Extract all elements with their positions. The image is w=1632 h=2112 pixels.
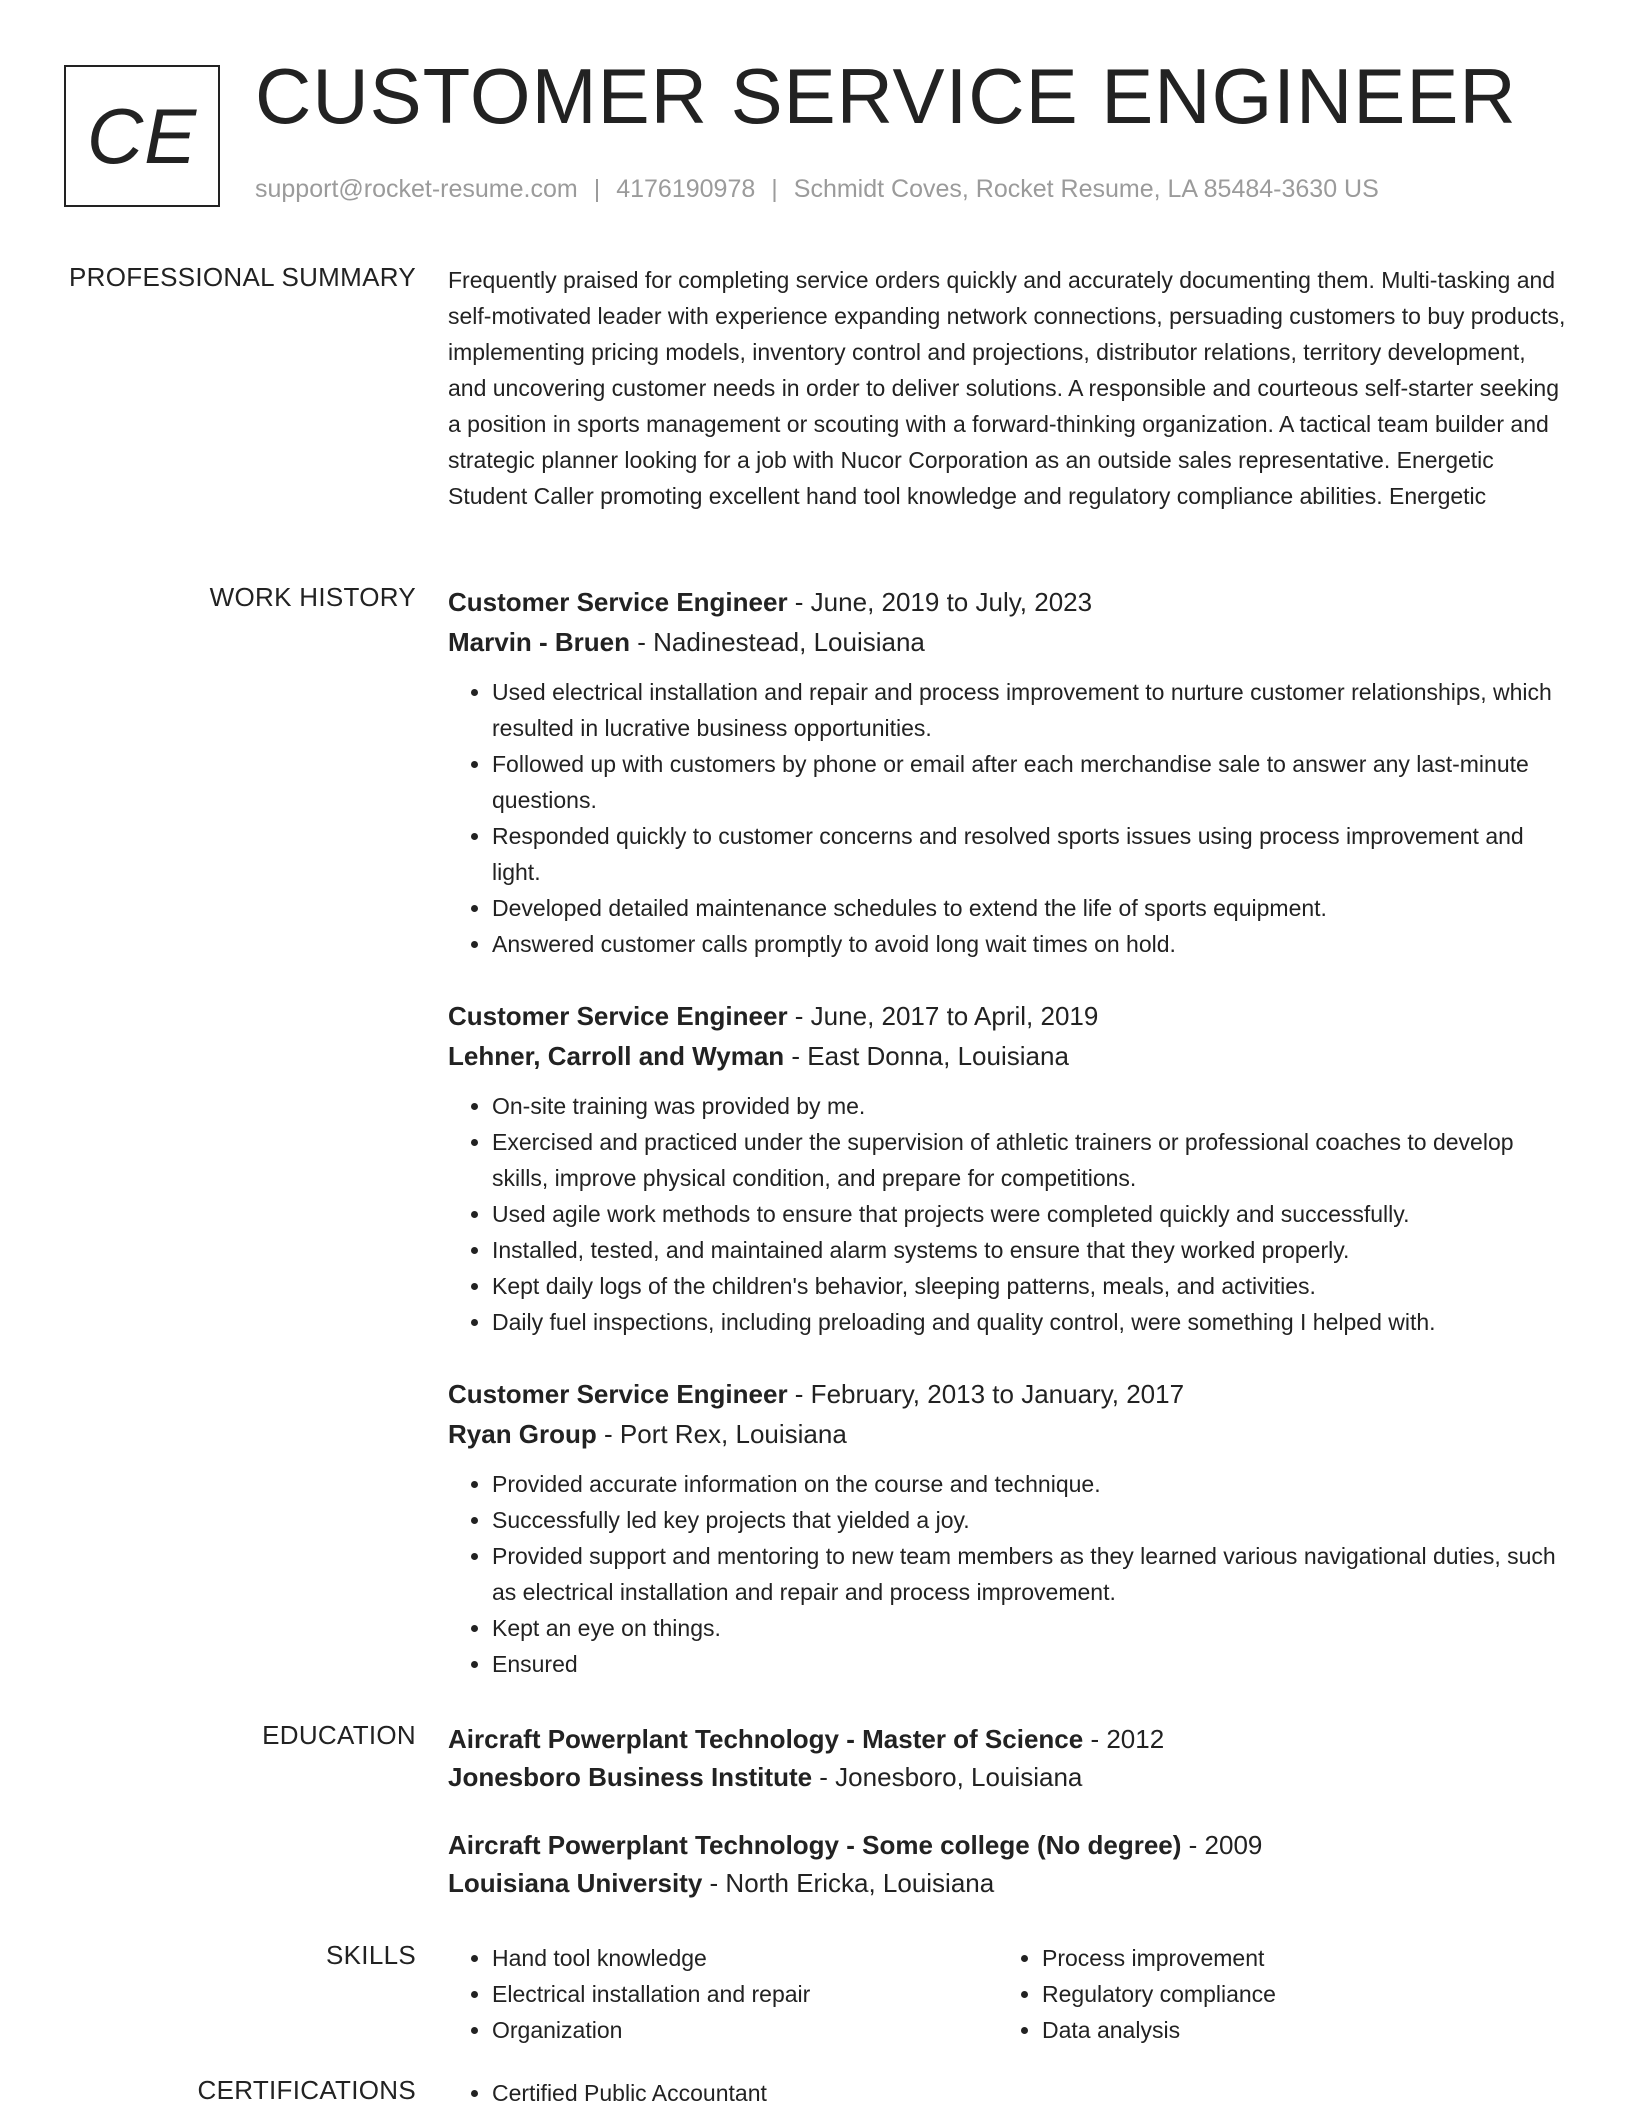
skill-item: • Process improvement [1042,1940,1548,1976]
job-bullet: • Ensured [492,1646,1570,1682]
job-entry [448,582,1570,962]
job-company: Lehner, Carroll and Wyman [448,1041,785,1071]
monogram-logo: CE [64,65,220,207]
job-bullet: • On-site training was provided by me. [492,1088,1570,1124]
degree: Aircraft Powerplant Technology - Master of Science [448,1724,1084,1754]
job-bullets [448,674,1570,962]
section-label-education: EDUCATION [262,1720,416,1750]
job-title: Customer Service Engineer [448,1001,788,1031]
job-location: - Nadinestead, Louisiana [630,627,925,657]
job-dates: - June, 2019 to July, 2023 [787,587,1093,617]
skill-item: • Electrical installation and repair [492,1976,998,2012]
job-entry [448,1374,1570,1682]
job-bullet: • Daily fuel inspections, including preloading and quality control, were something I helped with. [492,1304,1570,1340]
job-title: Customer Service Engineer [448,1379,788,1409]
job-bullet: • Installed, tested, and maintained alarm systems to ensure that they worked properly. [492,1232,1570,1268]
section-label-work-history: WORK HISTORY [209,582,416,612]
job-location: - East Donna, Louisiana [784,1041,1069,1071]
job-dates: - February, 2013 to January, 2017 [787,1379,1185,1409]
job-title: Customer Service Engineer [448,587,788,617]
skills-grid [448,1940,1570,2048]
email-link[interactable]: support@rocket-resume.com [255,175,578,203]
job-bullet: • Provided support and mentoring to new team members as they learned various navigational duties, such as electrical installation and repair and process improvement. [492,1538,1570,1610]
job-bullet: • Kept an eye on things. [492,1610,1570,1646]
section-label-summary: PROFESSIONAL SUMMARY [69,262,416,292]
job-bullet: • Developed detailed maintenance schedules to extend the life of sports equipment. [492,890,1570,926]
job-bullets [448,1466,1570,1682]
job-bullet: • Followed up with customers by phone or email after each merchandise sale to answer any last-minute questions. [492,746,1570,818]
school-name: Louisiana University [448,1868,703,1898]
school-location: - North Ericka, Louisiana [702,1868,995,1898]
job-bullet: • Used electrical installation and repair and process improvement to nurture customer relationships, which resulted in lucrative business opportunities. [492,674,1570,746]
job-dates: - June, 2017 to April, 2019 [787,1001,1099,1031]
summary-text: Frequently praised for completing service orders quickly and accurately documenting them. Multi-tasking and self-motivated leader with experience expanding network connections, persuading customers to buy products, implementing pricing models, inventory control and projections, distributor relations, territory development, and uncovering customer needs in order to deliver solutions. A responsible and courteous self-starter seeking a position in sports management or scouting with a forward-thinking organization. A tactical team builder and strategic planner looking for a job with Nucor Corporation as an outside sales representative. Energetic Student Caller promoting excellent hand tool knowledge and regulatory compliance abilities. Energetic [448,267,1566,509]
graduation-year: - 2012 [1083,1724,1165,1754]
section-label-certifications: CERTIFICATIONS [197,2075,416,2105]
address: Schmidt Coves, Rocket Resume, LA 85484-3630 US [793,175,1379,203]
job-entry [448,996,1570,1340]
job-bullet: • Answered customer calls promptly to avoid long wait times on hold. [492,926,1570,962]
education-entry [448,1720,1570,1796]
job-bullet: • Kept daily logs of the children's behavior, sleeping patterns, meals, and activities. [492,1268,1570,1304]
school-name: Jonesboro Business Institute [448,1762,813,1792]
school-location: - Jonesboro, Louisiana [812,1762,1083,1792]
separator: | [593,175,601,203]
skill-item: • Organization [492,2012,998,2048]
section-label-skills: SKILLS [326,1940,416,1970]
education-entry [448,1826,1570,1902]
separator: | [771,175,778,203]
job-bullets [448,1088,1570,1340]
phone-number: 4176190978 [616,175,756,203]
skill-item: • Regulatory compliance [1042,1976,1548,2012]
skill-item: • Hand tool knowledge [492,1940,998,1976]
skills-column-left [448,1940,998,2048]
certification-item: • Certified Public Accountant [492,2075,1570,2111]
resume-title: CUSTOMER SERVICE ENGINEER [255,52,1517,140]
job-bullet: • Responded quickly to customer concerns and resolved sports issues using process improvement and light. [492,818,1570,890]
job-bullet: • Exercised and practiced under the supervision of athletic trainers or professional coaches to develop skills, improve physical condition, and prepare for competitions. [492,1124,1570,1196]
job-location: - Port Rex, Louisiana [596,1419,847,1449]
job-bullet: • Successfully led key projects that yielded a joy. [492,1502,1570,1538]
job-bullet: • Provided accurate information on the course and technique. [492,1466,1570,1502]
job-company: Marvin - Bruen [448,627,631,657]
skill-item: • Data analysis [1042,2012,1548,2048]
job-bullet: • Used agile work methods to ensure that projects were completed quickly and successfully. [492,1196,1570,1232]
skills-column-right [998,1940,1548,2048]
degree: Aircraft Powerplant Technology - Some college (No degree) [448,1830,1182,1860]
contact-line [255,175,1379,204]
graduation-year: - 2009 [1181,1830,1263,1860]
job-company: Ryan Group [448,1419,597,1449]
